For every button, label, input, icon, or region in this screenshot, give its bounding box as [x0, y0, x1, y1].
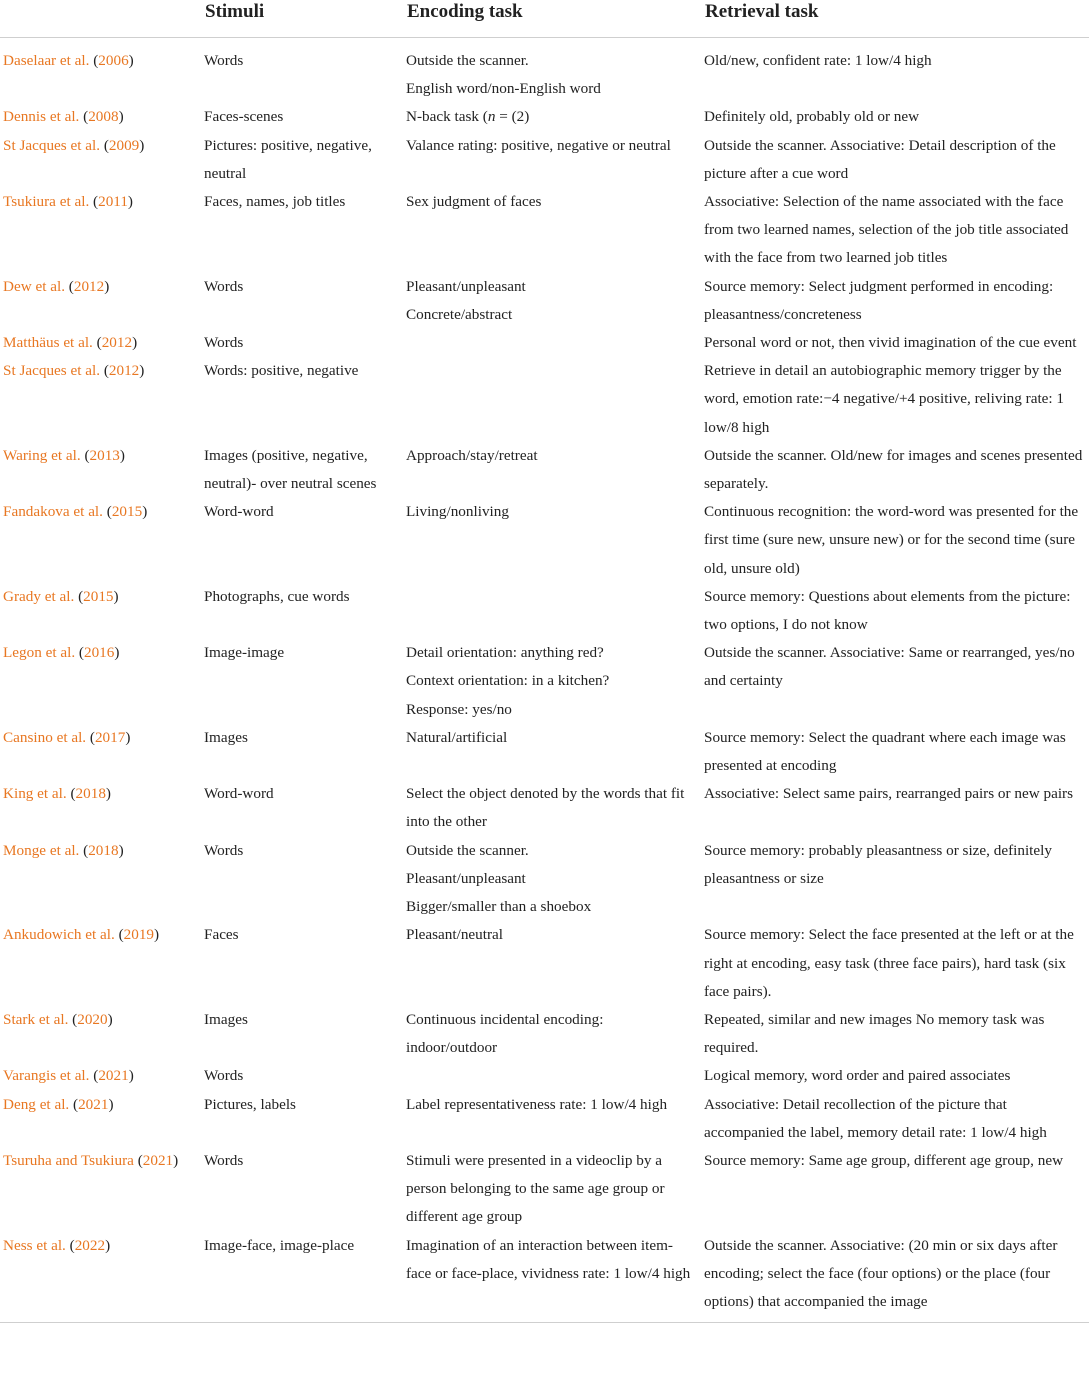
encoding-line: N-back task (n = (2) [406, 108, 530, 126]
study-cell: Dew et al. (2012) [3, 277, 110, 295]
retrieval-cell: Repeated, similar and new images No memory task was required. [704, 1010, 1045, 1057]
stimuli-cell: Words [204, 52, 244, 69]
year-link[interactable]: 2012 [101, 334, 133, 352]
author-link[interactable]: Monge et al. [3, 841, 80, 859]
encoding-cell [403, 837, 701, 922]
encoding-line: Detail orientation: anything red? [406, 644, 604, 662]
encoding-cell [403, 1091, 701, 1147]
study-cell: Fandakova et al. (2015) [3, 503, 148, 521]
encoding-line: Bigger/smaller than a shoebox [406, 898, 592, 916]
encoding-line: Natural/artificial [406, 728, 508, 746]
encoding-cell [403, 1147, 701, 1232]
encoding-cell [403, 1006, 701, 1062]
header-stimuli: Stimuli [201, 0, 403, 38]
retrieval-cell: Definitely old, probably old or new [704, 108, 920, 126]
table-row [0, 357, 1089, 442]
retrieval-cell: Source memory: Same age group, different age group, new [704, 1151, 1064, 1169]
retrieval-cell: Source memory: Select the face presented at the left or at the right at encoding, easy task (three face pairs), hard task (six face pairs). [704, 926, 1074, 1000]
encoding-cell [403, 442, 701, 498]
stimuli-cell: Images [204, 1010, 248, 1028]
year-link[interactable]: 2008 [88, 108, 119, 126]
stimuli-cell: Images [204, 728, 248, 746]
stimuli-cell: Faces [204, 926, 239, 944]
stimuli-cell: Words [204, 1067, 244, 1085]
stimuli-cell: Pictures, labels [204, 1095, 296, 1113]
encoding-cell [403, 132, 701, 188]
year-link[interactable]: 2016 [83, 644, 115, 662]
table-row [0, 188, 1089, 273]
retrieval-cell: Associative: Selection of the name associated with the face from two learned names, selection of the job title associated with the face from two learned job titles [704, 193, 1069, 267]
table-row [0, 1006, 1089, 1062]
encoding-line: Imagination of an interaction between item-face or face-place, vividness rate: 1 low/4 high [406, 1236, 691, 1282]
retrieval-cell: Source memory: Questions about elements from the picture: two options, I do not know [704, 587, 1071, 634]
study-cell: Deng et al. (2021) [3, 1095, 114, 1113]
study-cell: St Jacques et al. (2012) [3, 362, 145, 380]
retrieval-cell: Outside the scanner. Old/new for images and scenes presented separately. [704, 446, 1083, 493]
author-link[interactable]: Dew et al. [3, 277, 65, 295]
encoding-cell [403, 1062, 701, 1090]
encoding-cell [403, 38, 701, 104]
year-link[interactable]: 2012 [73, 277, 105, 295]
table-row [0, 639, 1089, 724]
encoding-line: Context orientation: in a kitchen? [406, 672, 610, 690]
year-link[interactable]: 2018 [75, 785, 106, 803]
encoding-cell [403, 583, 701, 639]
encoding-cell [403, 273, 701, 329]
encoding-line: Pleasant/neutral [406, 926, 503, 944]
study-cell: Grady et al. (2015) [3, 587, 119, 605]
encoding-line: Outside the scanner. [406, 52, 529, 69]
table-body [0, 38, 1089, 1323]
table-row [0, 724, 1089, 780]
study-cell: Waring et al. (2013) [3, 446, 125, 464]
retrieval-cell: Source memory: Select judgment performed in encoding: pleasantness/concreteness [704, 277, 1054, 323]
encoding-cell [403, 498, 701, 583]
year-link[interactable]: 2013 [89, 446, 120, 464]
encoding-cell [403, 780, 701, 836]
encoding-line: Label representativeness rate: 1 low/4 high [406, 1095, 668, 1113]
study-cell: Dennis et al. (2008) [3, 108, 124, 126]
study-cell: Monge et al. (2018) [3, 841, 124, 859]
year-link[interactable]: 2018 [88, 841, 119, 859]
encoding-line: Concrete/abstract [406, 305, 513, 323]
stimuli-cell: Image-image [204, 644, 285, 662]
author-link[interactable]: Stark et al. [3, 1010, 69, 1028]
encoding-line: Pleasant/unpleasant [406, 277, 526, 295]
author-link[interactable]: Varangis et al. [3, 1067, 90, 1085]
study-cell: Matthäus et al. (2012) [3, 334, 138, 352]
study-cell: St Jacques et al. (2009) [3, 136, 145, 154]
encoding-cell [403, 188, 701, 273]
stimuli-cell: Words [204, 841, 244, 859]
table-row [0, 132, 1089, 188]
year-link[interactable]: 2020 [77, 1010, 108, 1028]
table-row [0, 1232, 1089, 1323]
retrieval-cell: Source memory: Select the quadrant where each image was presented at encoding [704, 728, 1066, 775]
encoding-cell [403, 357, 701, 442]
table-row [0, 103, 1089, 131]
year-link[interactable]: 2015 [83, 587, 114, 605]
stimuli-cell: Faces-scenes [204, 108, 284, 126]
stimuli-cell: Word-word [204, 503, 274, 521]
study-cell: Tsuruha and Tsukiura (2021) [3, 1151, 179, 1169]
encoding-line: Sex judgment of faces [406, 193, 542, 211]
author-link[interactable]: St Jacques et al. [3, 136, 101, 154]
study-cell: Ankudowich et al. (2019) [3, 926, 160, 944]
encoding-cell [403, 639, 701, 724]
year-link[interactable]: 2009 [108, 136, 140, 154]
table-row [0, 1147, 1089, 1232]
table-row [0, 273, 1089, 329]
encoding-line: Living/nonliving [406, 503, 509, 521]
header-retrieval: Retrieval task [701, 0, 1089, 38]
stimuli-cell: Images (positive, negative, neutral)- over neutral scenes [204, 446, 377, 493]
stimuli-cell: Faces, names, job titles [204, 193, 346, 211]
header-study [0, 0, 201, 38]
author-link[interactable]: Tsuruha and Tsukiura [3, 1151, 134, 1169]
study-cell: Tsukiura et al. (2011) [3, 193, 133, 211]
encoding-line: Approach/stay/retreat [406, 446, 538, 464]
retrieval-cell: Old/new, confident rate: 1 low/4 high [704, 52, 932, 69]
stimuli-cell: Word-word [204, 785, 274, 803]
stimuli-cell: Words [204, 277, 244, 295]
author-link[interactable]: King et al. [3, 785, 67, 803]
author-link[interactable]: Fandakova et al. [3, 503, 103, 521]
study-cell: Daselaar et al. (2006) [3, 52, 134, 69]
table-row [0, 837, 1089, 922]
stimuli-cell: Photographs, cue words [204, 587, 350, 605]
author-link[interactable]: St Jacques et al. [3, 362, 101, 380]
author-link[interactable]: Waring et al. [3, 446, 81, 464]
retrieval-cell: Outside the scanner. Associative: (20 min or six days after encoding; select the face (four options) or the place (four options) that accompanied the image [701, 1232, 1089, 1323]
encoding-cell [403, 103, 701, 131]
encoding-line: Valance rating: positive, negative or neutral [406, 136, 671, 154]
encoding-cell [403, 1232, 701, 1323]
author-link[interactable]: Tsukiura et al. [3, 193, 90, 211]
retrieval-cell: Associative: Select same pairs, rearranged pairs or new pairs [704, 785, 1074, 803]
year-link[interactable]: 2022 [74, 1236, 106, 1254]
retrieval-cell: Outside the scanner. Associative: Detail description of the picture after a cue word [704, 136, 1056, 182]
retrieval-cell: Logical memory, word order and paired associates [704, 1067, 1011, 1085]
study-cell: Ness et al. (2022) [0, 1232, 201, 1323]
table-row [0, 329, 1089, 357]
encoding-line: Select the object denoted by the words that fit into the other [406, 785, 685, 831]
stimuli-cell: Image-face, image-place [201, 1232, 403, 1323]
retrieval-cell: Continuous recognition: the word-word was presented for the first time (sure new, unsure new) or for the second time (sure old, unsure old) [704, 503, 1079, 577]
table-row [0, 498, 1089, 583]
study-cell: Legon et al. (2016) [3, 644, 120, 662]
author-link[interactable]: Deng et al. [3, 1095, 70, 1113]
retrieval-cell: Personal word or not, then vivid imagination of the cue event [704, 334, 1077, 352]
year-link[interactable]: 2011 [98, 193, 128, 211]
italic-n: n [487, 108, 496, 126]
encoding-line: Stimuli were presented in a videoclip by a person belonging to the same age group or different age group [406, 1151, 665, 1226]
year-link[interactable]: 2012 [108, 362, 140, 380]
study-cell: Stark et al. (2020) [3, 1010, 113, 1028]
encoding-line: Response: yes/no [406, 700, 512, 718]
table-row [0, 442, 1089, 498]
encoding-line: English word/non-English word [406, 80, 601, 98]
table-row [0, 1091, 1089, 1147]
year-link[interactable]: 2021 [98, 1067, 129, 1085]
encoding-line: Continuous incidental encoding: indoor/outdoor [406, 1010, 604, 1057]
stimuli-cell: Pictures: positive, negative, neutral [204, 136, 372, 182]
author-link[interactable]: Matthäus et al. [3, 334, 93, 352]
table-row [0, 583, 1089, 639]
retrieval-cell: Source memory: probably pleasantness or size, definitely pleasantness or size [704, 841, 1052, 887]
encoding-cell [403, 724, 701, 780]
year-link[interactable]: 2021 [142, 1151, 174, 1169]
encoding-line: Pleasant/unpleasant [406, 869, 526, 887]
retrieval-cell: Associative: Detail recollection of the picture that accompanied the label, memory detail rate: 1 low/4 high [704, 1095, 1047, 1141]
header-row [0, 0, 1089, 38]
retrieval-cell: Outside the scanner. Associative: Same or rearranged, yes/no and certainty [704, 644, 1075, 690]
study-cell: Varangis et al. (2021) [3, 1067, 134, 1085]
table-row [0, 1062, 1089, 1090]
header-encoding: Encoding task [403, 0, 701, 38]
year-link[interactable]: 2006 [98, 52, 129, 69]
table-row [0, 38, 1089, 104]
table-row [0, 921, 1089, 1006]
year-link[interactable]: 2017 [94, 728, 126, 746]
retrieval-cell: Retrieve in detail an autobiographic memory trigger by the word, emotion rate:−4 negative/+4 positive, reliving rate: 1 low/8 high [704, 362, 1065, 436]
encoding-cell [403, 921, 701, 1006]
table-row [0, 780, 1089, 836]
study-cell: Cansino et al. (2017) [3, 728, 131, 746]
author-link[interactable]: Ness et al. [3, 1236, 66, 1254]
encoding-cell [403, 329, 701, 357]
encoding-line: Outside the scanner. [406, 841, 529, 859]
stimuli-cell: Words [204, 1151, 244, 1169]
author-link[interactable]: Dennis et al. [3, 108, 80, 126]
author-link[interactable]: Legon et al. [3, 644, 76, 662]
year-link[interactable]: 2019 [123, 926, 155, 944]
stimuli-cell: Words: positive, negative [204, 362, 359, 380]
year-link[interactable]: 2021 [78, 1095, 109, 1113]
year-link[interactable]: 2015 [111, 503, 143, 521]
study-cell: King et al. (2018) [3, 785, 111, 803]
author-link[interactable]: Daselaar et al. [3, 52, 90, 69]
stimuli-cell: Words [204, 334, 244, 352]
table-header [0, 0, 1089, 38]
author-link[interactable]: Grady et al. [3, 587, 75, 605]
author-link[interactable]: Cansino et al. [3, 728, 87, 746]
author-link[interactable]: Ankudowich et al. [3, 926, 115, 944]
